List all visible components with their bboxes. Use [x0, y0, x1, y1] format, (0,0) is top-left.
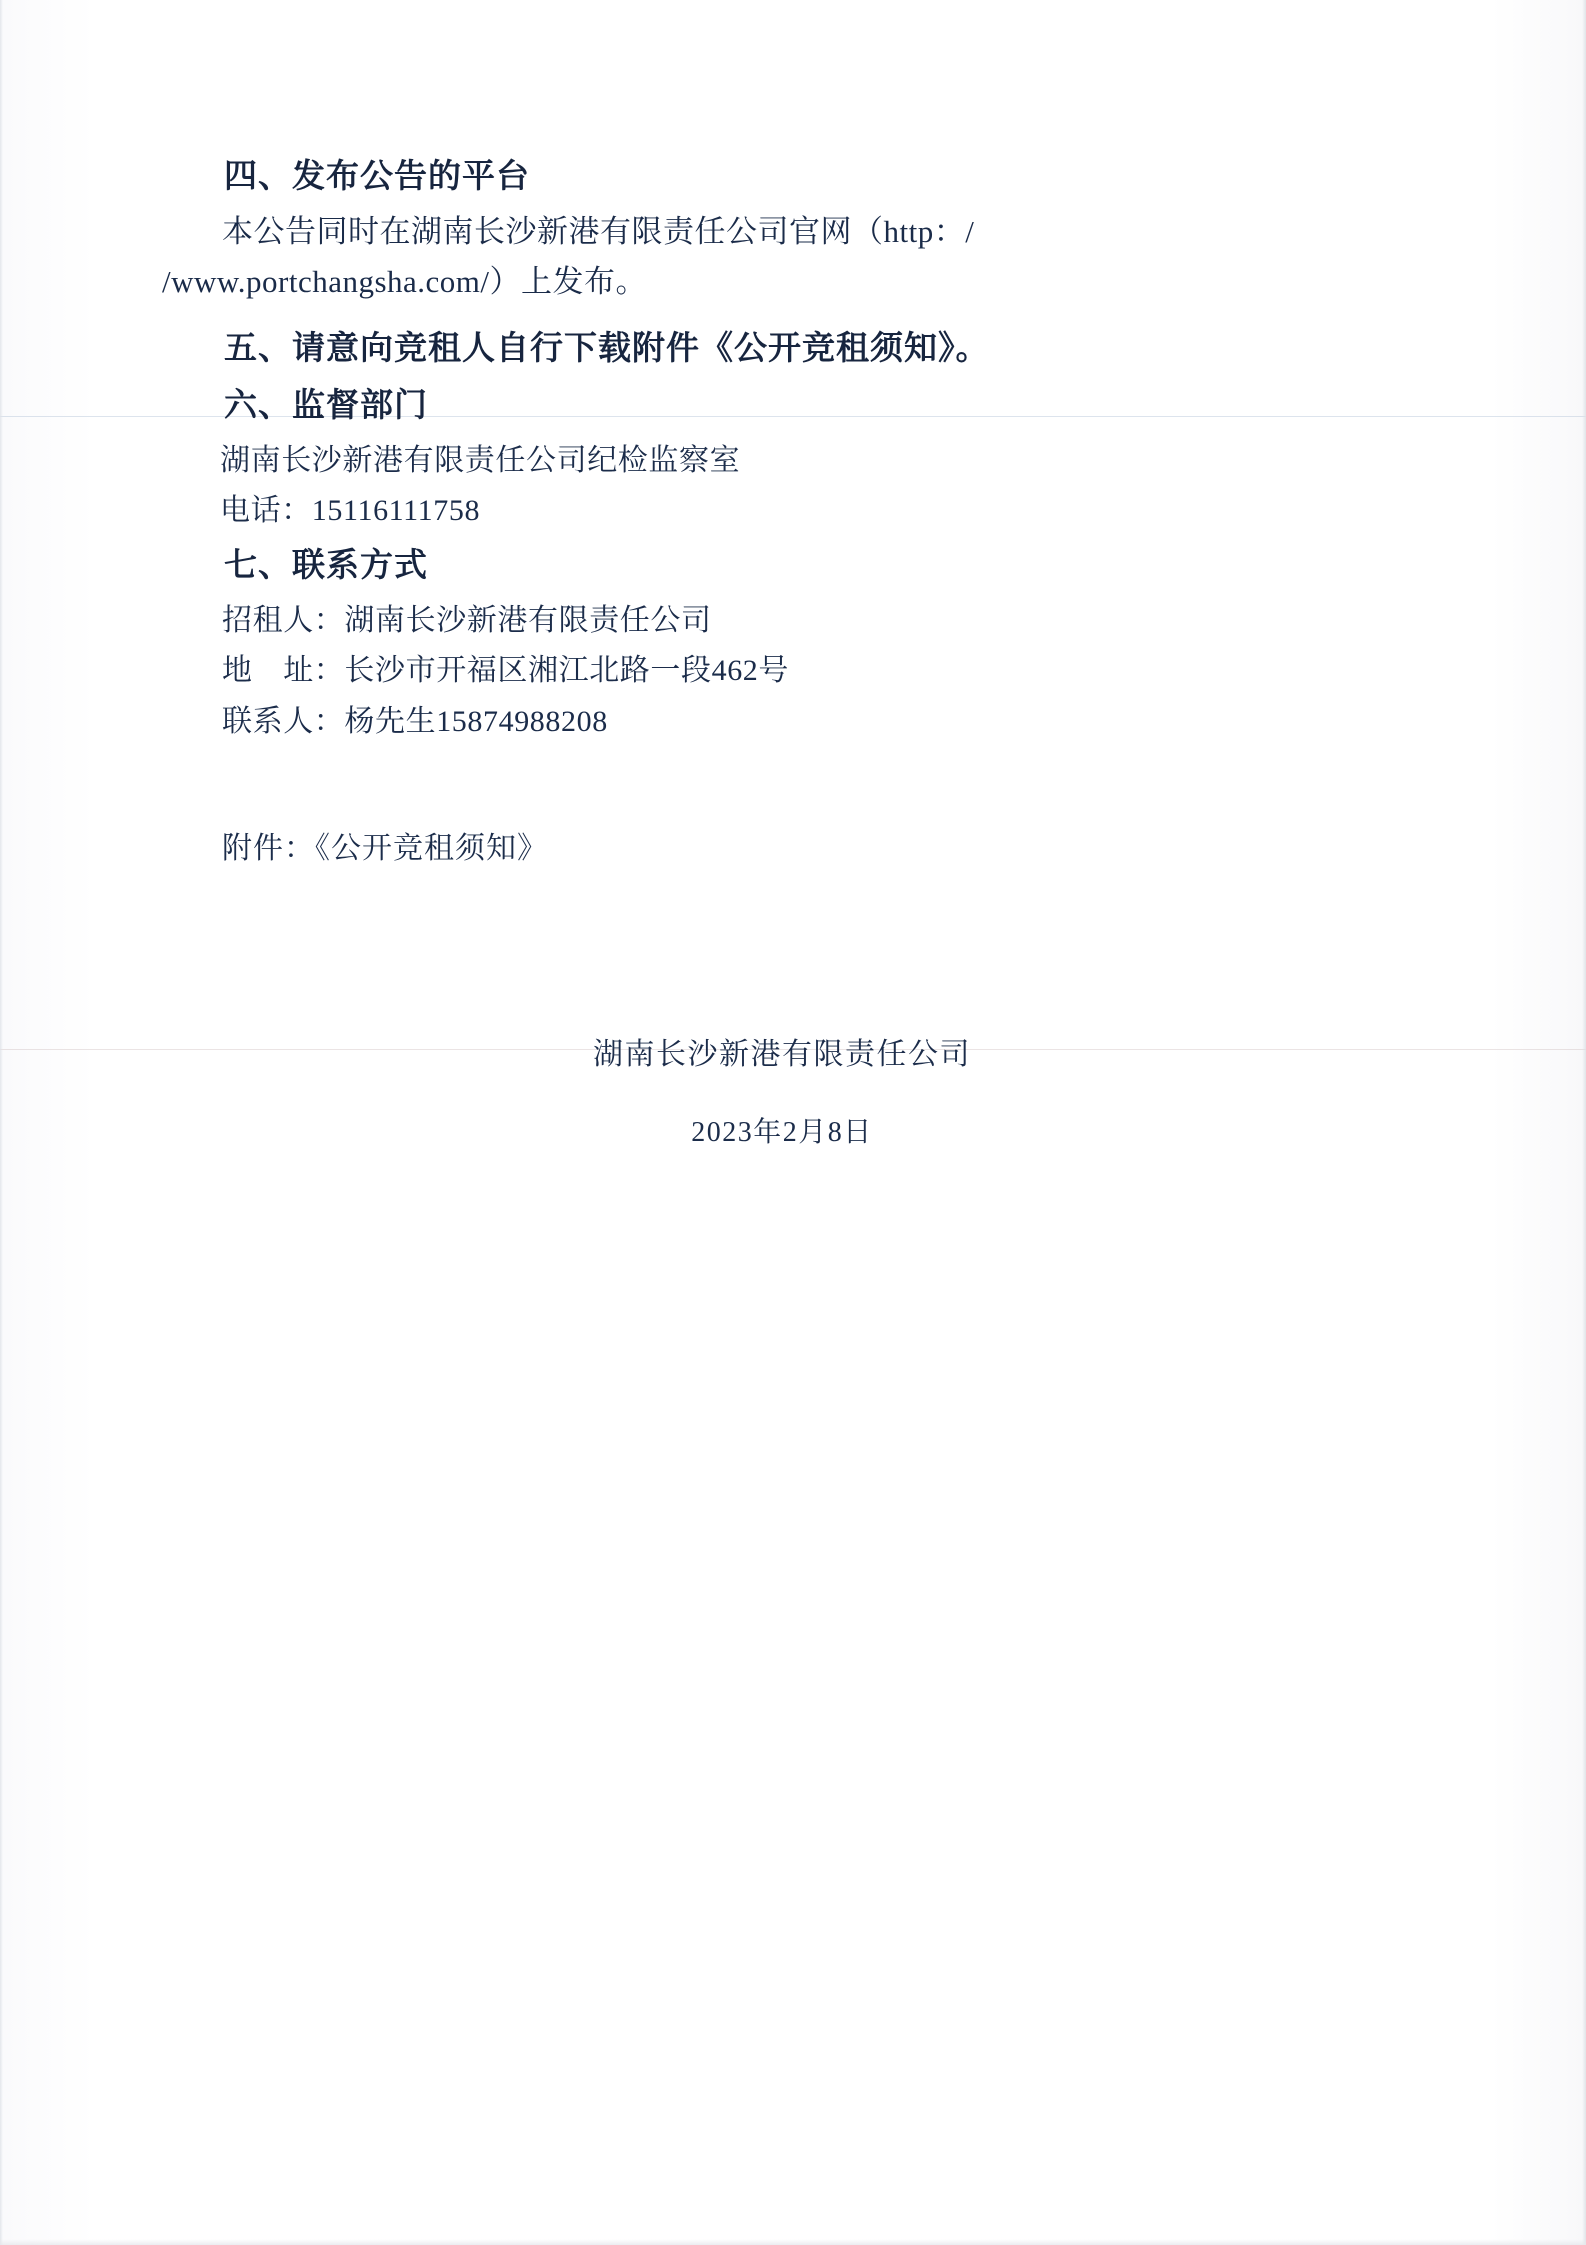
section-five	[222, 322, 1402, 373]
signature-block	[222, 1029, 1402, 1150]
section-seven-heading: 七、联系方式	[224, 544, 428, 584]
spacer	[222, 749, 1402, 795]
signature-date: 2023年2月8日	[691, 1116, 873, 1148]
section-four-line-2: /www.portchangsha.com/）上发布。	[162, 264, 648, 300]
contact-person: 联系人：杨先生15874988208	[222, 704, 608, 738]
section-six	[222, 379, 1402, 537]
section-four-heading: 四、发布公告的平台	[224, 156, 530, 195]
signature-company: 湖南长沙新港有限责任公司	[593, 1037, 971, 1071]
section-seven	[222, 539, 1402, 747]
section-five-heading: 五、请意向竞租人自行下载附件《公开竞租须知》。	[224, 327, 990, 367]
page-edge-shadow-bottom	[0, 2239, 1586, 2245]
contact-address: 地 址：长沙市开福区湘江北路一段462号	[222, 654, 789, 688]
page-edge-shadow-right	[1582, 0, 1586, 2245]
supervision-department-name: 湖南长沙新港有限责任公司纪检监察室	[220, 443, 741, 477]
spacer	[222, 310, 1402, 322]
document-body	[162, 150, 1402, 1178]
section-four	[162, 150, 1402, 308]
contact-lessor: 招租人：湖南长沙新港有限责任公司	[222, 603, 712, 637]
page-edge-shadow-left	[0, 0, 3, 2245]
section-six-heading: 六、监督部门	[224, 384, 428, 424]
spacer	[222, 903, 1402, 999]
attachment-line: 附件：《公开竞租须知》	[222, 831, 548, 865]
supervision-phone: 电话：15116111758	[220, 494, 481, 528]
section-four-line-1: 本公告同时在湖南长沙新港有限责任公司官网（http：/	[222, 214, 975, 250]
